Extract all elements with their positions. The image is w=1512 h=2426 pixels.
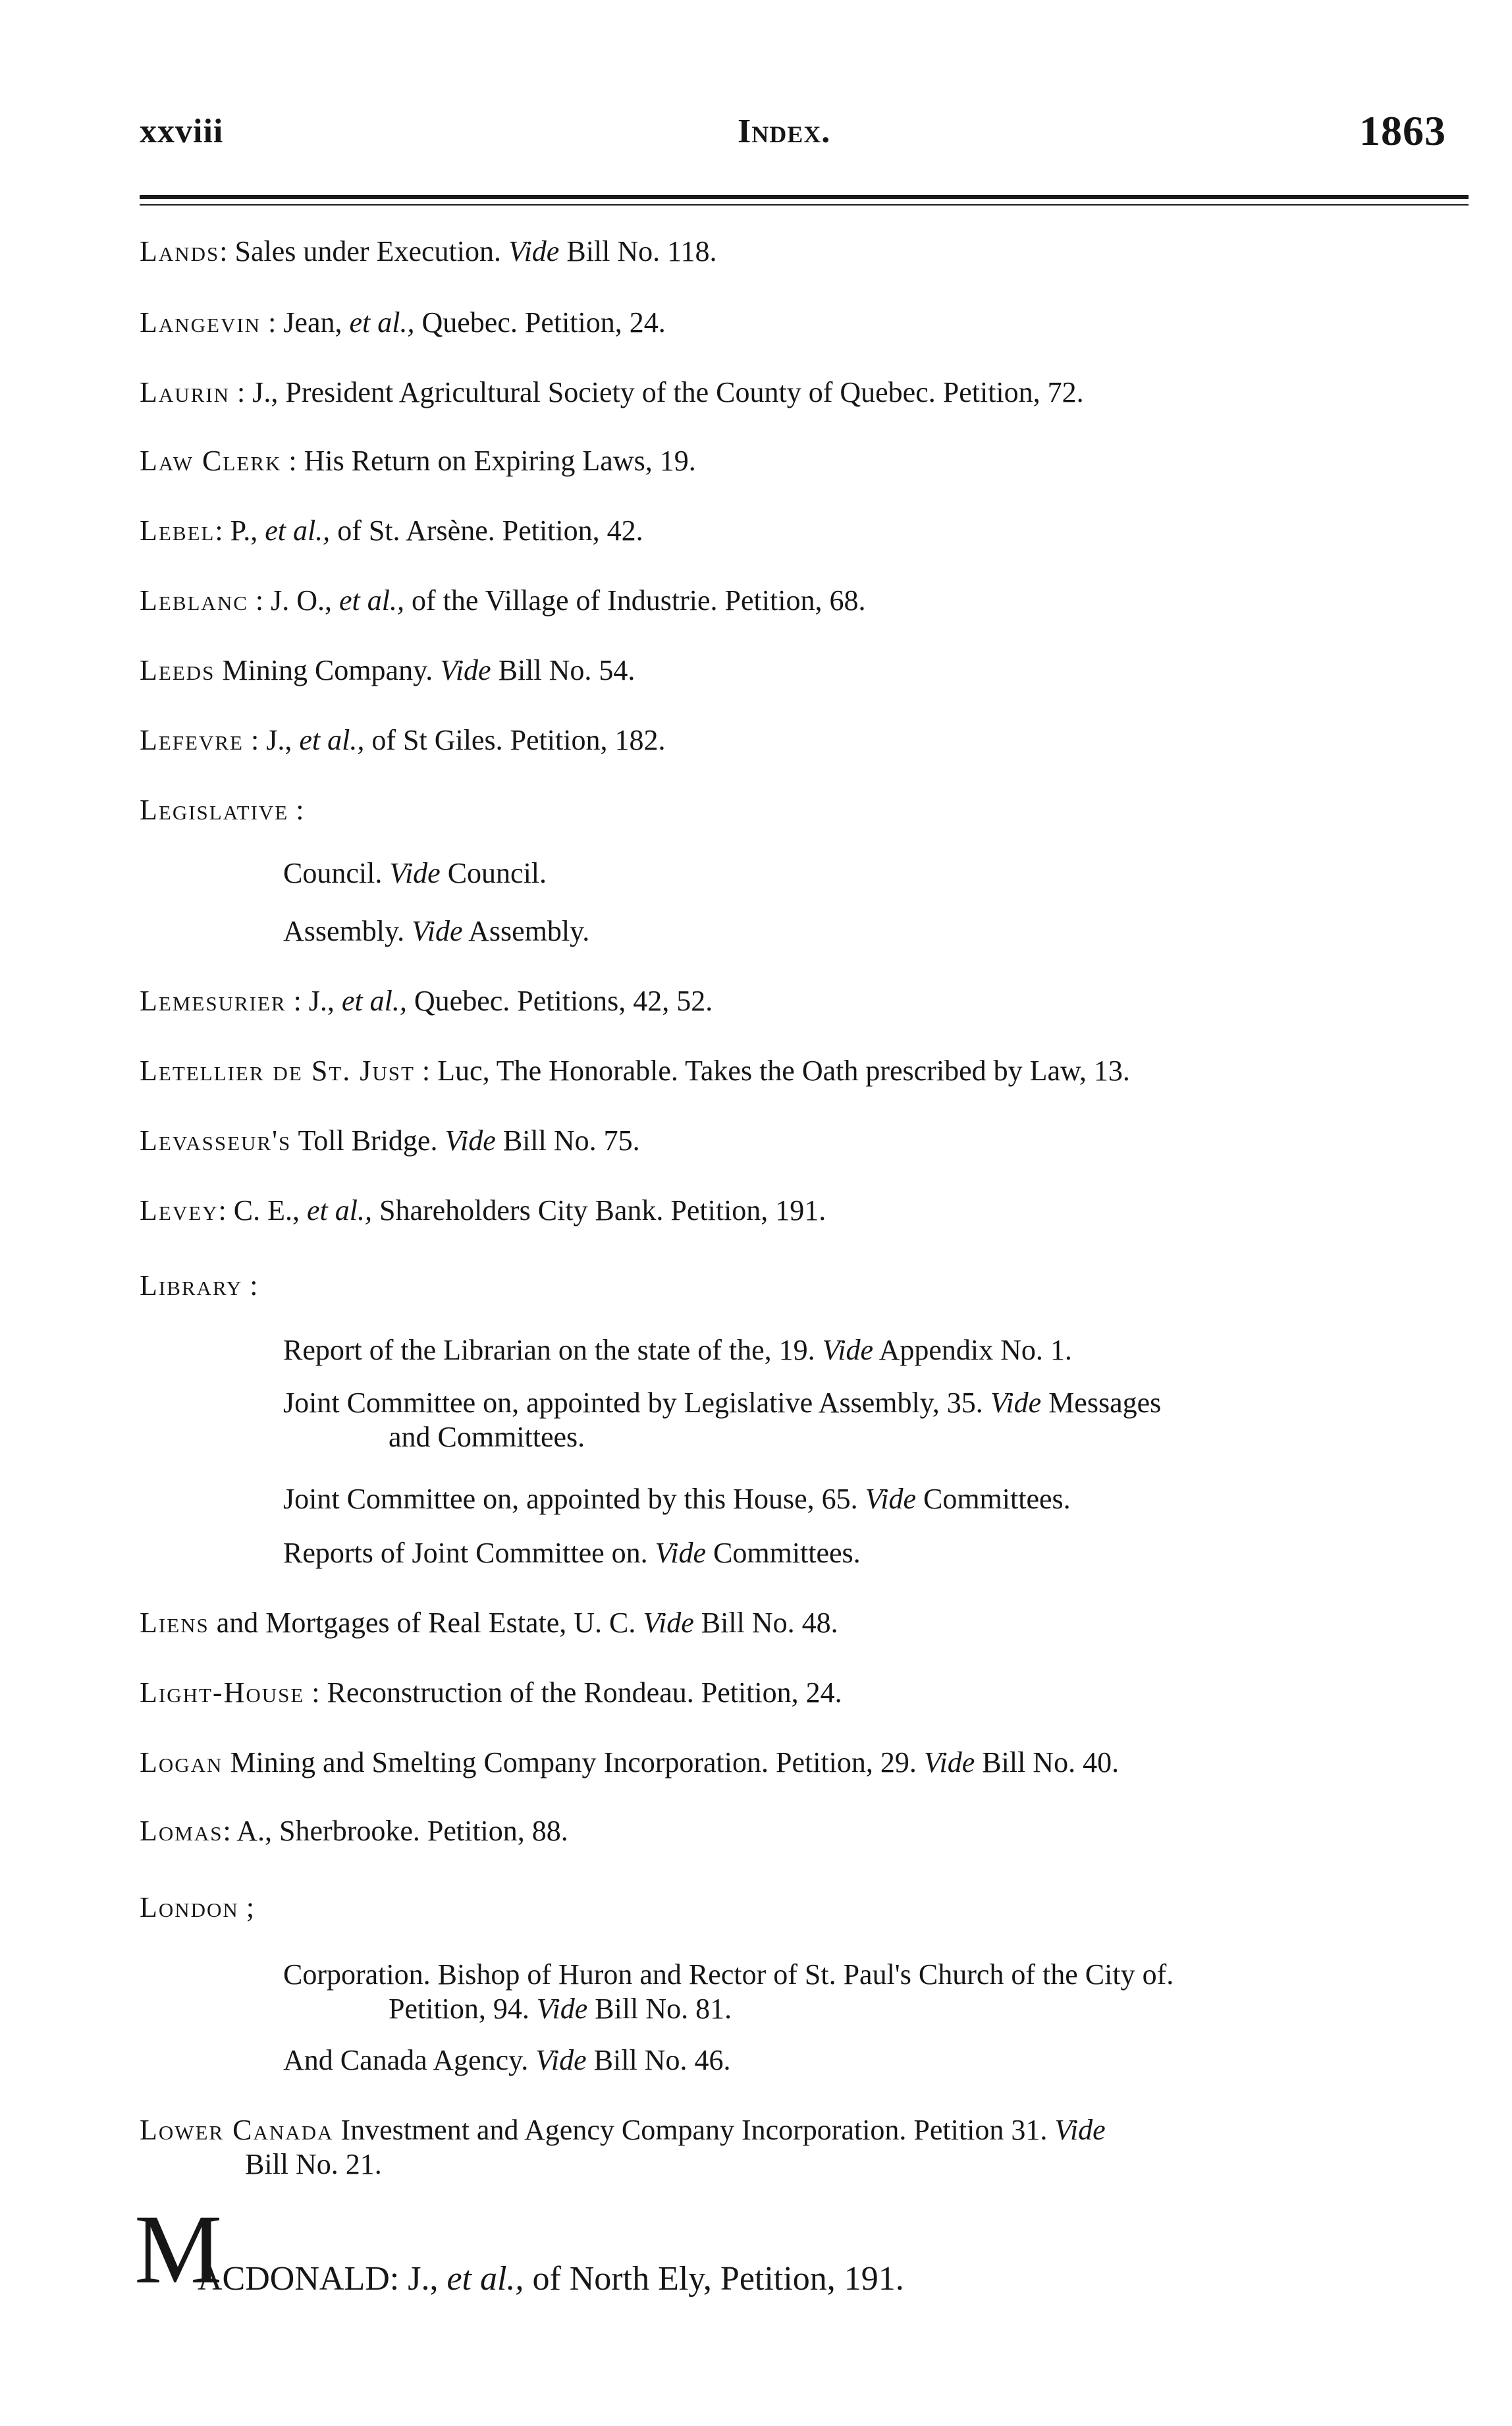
index-entry-logan: Logan Mining and Smelting Company Incorporation. Petition, 29. Vide Bill No. 40. (140, 1746, 1120, 1778)
page-year: 1863 (1359, 107, 1446, 154)
library-sub-joint-committee-assembly: Joint Committee on, appointed by Legislative Assembly, 35. Vide Messages and Committees. (283, 1387, 1162, 1453)
index-entry-lemesurier: Lemesurier : J., et al., Quebec. Petitions, 42, 52. (140, 985, 713, 1017)
index-entry-london: London ; (140, 1891, 255, 1923)
index-entry-levey: Levey: C. E., et al., Shareholders City Bank. Petition, 191. (140, 1194, 826, 1227)
index-entry-legislative: Legislative : (140, 794, 304, 826)
index-entry-law-clerk: Law Clerk : His Return on Expiring Laws, 19. (140, 445, 696, 477)
index-entry-liens: Liens and Mortgages of Real Estate, U. C. Vide Bill No. 48. (140, 1607, 838, 1639)
index-entry-lebel: Lebel: P., et al., of St. Arsène. Petition, 42. (140, 514, 643, 547)
page-title: Index. (738, 113, 831, 150)
library-sub-reports: Reports of Joint Committee on. Vide Committees. (283, 1537, 861, 1569)
index-entry-letellier: Letellier de St. Just : Luc, The Honorable. Takes the Oath prescribed by Law, 13. (140, 1055, 1130, 1087)
section-initial-m: M (134, 2195, 223, 2304)
legislative-sub-assembly: Assembly. Vide Assembly. (283, 915, 590, 947)
index-entry-lands: Lands: Sales under Execution. Vide Bill No. 118. (140, 235, 717, 267)
index-entry-levasseur: Levasseur's Toll Bridge. Vide Bill No. 75. (140, 1124, 640, 1157)
london-sub-corporation: Corporation. Bishop of Huron and Rector of St. Paul's Church of the City of. Petition, 94. Vide Bill No. 81. (283, 1958, 1174, 2025)
header-rule-thick (140, 195, 1469, 199)
index-entry-lower-canada: Lower Canada Investment and Agency Company Incorporation. Petition 31. Vide Bill No. 21. (140, 2114, 1106, 2180)
index-entry-lefevre: Lefevre : J., et al., of St Giles. Petition, 182. (140, 724, 666, 756)
header-rule-thin (140, 204, 1469, 206)
index-entry-leeds: Leeds Mining Company. Vide Bill No. 54. (140, 654, 635, 686)
library-sub-report: Report of the Librarian on the state of the, 19. Vide Appendix No. 1. (283, 1334, 1072, 1366)
index-entry-lomas: Lomas: A., Sherbrooke. Petition, 88. (140, 1815, 568, 1847)
index-entry-langevin: Langevin : Jean, et al., Quebec. Petition, 24. (140, 306, 666, 339)
legislative-sub-council: Council. Vide Council. (283, 857, 547, 889)
index-entry-macdonald: ACDONALD: J., et al., of North Ely, Petition, 191. (198, 2260, 904, 2298)
page-numeral: xxviii (140, 113, 224, 150)
london-sub-agency: And Canada Agency. Vide Bill No. 46. (283, 2044, 731, 2076)
index-entry-library: Library : (140, 1269, 258, 1302)
library-sub-joint-committee-house: Joint Committee on, appointed by this House, 65. Vide Committees. (283, 1483, 1071, 1515)
index-entry-laurin: Laurin : J., President Agricultural Society of the County of Quebec. Petition, 72. (140, 376, 1084, 408)
index-entry-leblanc: Leblanc : J. O., et al., of the Village of Industrie. Petition, 68. (140, 584, 866, 617)
index-entry-light-house: Light-House : Reconstruction of the Rondeau. Petition, 24. (140, 1676, 842, 1709)
